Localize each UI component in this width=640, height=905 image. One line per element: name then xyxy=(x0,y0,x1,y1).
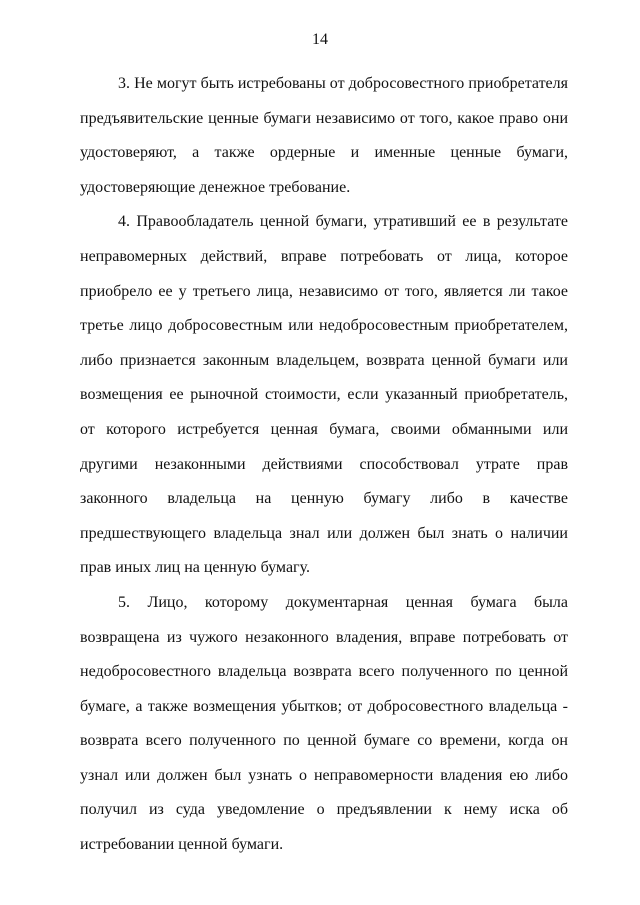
page-number: 14 xyxy=(312,31,328,48)
paragraph-item-3: 3. Не могут быть истребованы от добросовестного приобретателя предъявительские ценные бумаги независимо от того, какое право они удостоверяют, а также ордерные и именные ценные бумаги, удостоверяющие денежное требование. xyxy=(80,75,568,196)
paragraph-item-4: 4. Правообладатель ценной бумаги, утративший ее в результате неправомерных действий, вправе потребовать от лица, которое приобрело ее у третьего лица, независимо от того, является ли такое третье лицо добросовестным или недобросовестным приобретателем, либо признается законным владельцем, возврата ценной бумаги или возмещения ее рыночной стоимости, если указанный приобретатель, от которого истребуется ценная бумага, своими обманными или другими незаконными действиями способствовал утрате прав законного владельца на ценную бумагу либо в качестве предшествующего владельца знал или должен был знать о наличии прав иных лиц на ценную бумагу. xyxy=(80,213,568,577)
document-body xyxy=(80,67,568,863)
paragraph-item-5: 5. Лицо, которому документарная ценная бумага была возвращена из чужого незаконного владения, вправе потребовать от недобросовестного владельца возврата всего полученного по ценной бумаге, а также возмещения убытков; от добросовестного владельца - возврата всего полученного по ценной бумаге со времени, когда он узнал или должен был узнать о неправомерности владения ею либо получил из суда уведомление о предъявлении к нему иска об истребовании ценной бумаги. xyxy=(80,593,568,854)
